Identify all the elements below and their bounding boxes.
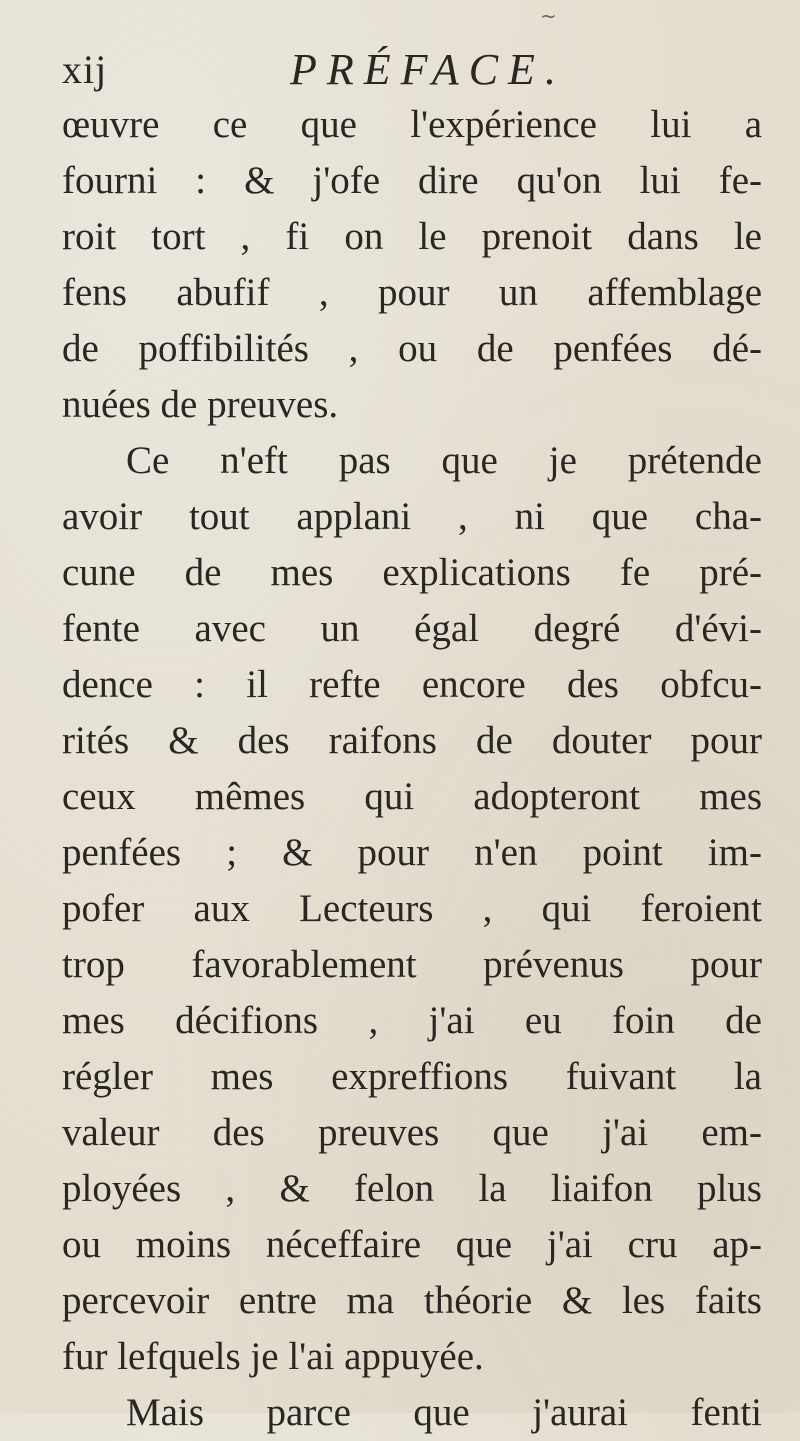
text-line: pofer aux Lecteurs , qui feroient [62, 887, 762, 930]
text-line: régler mes expreffions fuivant la [62, 1055, 762, 1098]
ink-mark: ~ [540, 4, 557, 28]
text-line: percevoir entre ma théorie & les faits [62, 1279, 762, 1322]
text-line: fourni : & j'ofe dire qu'on lui fe- [62, 159, 762, 202]
text-line: fens abufif , pour un affemblage [62, 271, 762, 314]
text-line: fur lefquels je l'ai appuyée. [62, 1335, 484, 1378]
text-line: penfées ; & pour n'en point im- [62, 831, 762, 874]
body-text [62, 97, 762, 1441]
running-head [58, 38, 758, 98]
text-line: fente avec un égal degré d'évi- [62, 607, 762, 650]
text-line: roit tort , fi on le prenoit dans le [62, 215, 762, 258]
paragraph-start-line: Ce n'eft pas que je prétende [126, 439, 762, 482]
text-line: avoir tout applani , ni que cha- [62, 495, 762, 538]
text-line: œuvre ce que l'expérience lui a [62, 103, 762, 146]
text-line: rités & des raifons de douter pour [62, 719, 762, 762]
page-number: xij [62, 47, 108, 92]
text-line: dence : il refte encore des obfcu- [62, 663, 762, 706]
running-title: PRÉFACE. [290, 45, 566, 94]
text-line: trop favorablement prévenus pour [62, 943, 762, 986]
text-line: ou moins néceffaire que j'ai cru ap- [62, 1223, 762, 1266]
text-line: ceux mêmes qui adopteront mes [62, 775, 762, 818]
text-line: ployées , & felon la liaifon plus [62, 1167, 762, 1210]
text-line: mes décifions , j'ai eu foin de [62, 999, 762, 1042]
text-line: cune de mes explications fe pré- [62, 551, 762, 594]
paragraph-start-line: Mais parce que j'aurai fenti [126, 1391, 762, 1434]
text-line: nuées de preuves. [62, 383, 339, 426]
text-line: valeur des preuves que j'ai em- [62, 1111, 762, 1154]
text-line: de poffibilités , ou de penfées dé- [62, 327, 762, 370]
